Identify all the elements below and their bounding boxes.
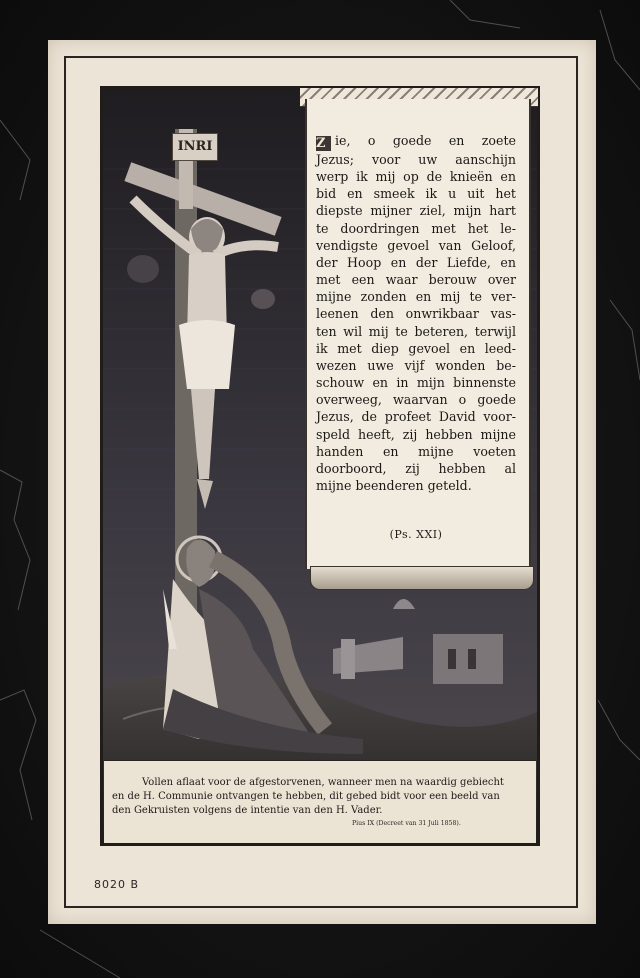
prayer-line: bid en smeek ik u uit het <box>316 186 516 202</box>
prayer-text <box>316 132 516 494</box>
indulgence-line: en de H. Communie ontvangen te hebben, dit gebed bidt voor een beeld van <box>112 791 500 803</box>
indulgence-line: Vollen aflaat voor de afgestorvenen, wanneer men na waardig gebiecht <box>142 777 504 788</box>
prayer-line: ik met diep gevoel en leed- <box>316 340 516 356</box>
scroll-bottom-roll <box>310 566 534 590</box>
psalm-citation: (Ps. XXI) <box>389 528 443 541</box>
prayer-line: werp ik mij op de knieën en <box>316 169 516 185</box>
indulgence-text <box>112 776 530 819</box>
prayer-line: vendigste gevoel van Geloof, <box>316 237 516 253</box>
prayer-line: diepste mijner ziel, mijn hart <box>316 203 516 219</box>
prayer-line: met een waar berouw over <box>316 272 516 288</box>
prayer-line: Jezus; voor uw aanschijn <box>316 152 516 167</box>
prayer-line: mijne zonden en mij te ver- <box>316 289 516 305</box>
prayer-line: speld heeft, zij hebben mijne <box>316 426 516 442</box>
prayer-initial: Z <box>316 136 331 151</box>
prayer-line: mijne beenderen geteld. <box>316 477 472 493</box>
prayer-line: leenen den onwrikbaar vas- <box>316 306 516 322</box>
prayer-line: ten wil mij te beteren, terwijl <box>316 323 516 339</box>
prayer-line: der Hoop en der Liefde, en <box>316 254 516 270</box>
print-code: 8020 B <box>94 878 140 891</box>
cross-titulus: INRI <box>172 133 218 161</box>
prayer-line: handen en mijne voeten <box>316 443 516 459</box>
prayer-line: Jezus, de profeet David voor- <box>316 409 516 425</box>
prayer-line-1: Z ie, o goede en zoete <box>316 133 516 151</box>
prayer-line: schouw en in mijn binnenste <box>316 375 516 391</box>
prayer-line: wezen uwe vijf wonden be- <box>316 357 516 373</box>
prayer-line: doorboord, zij hebben al <box>316 460 516 476</box>
indulgence-line: den Gekruisten volgens de intentie van den H. Vader. <box>112 805 383 817</box>
prayer-line: overweeg, waarvan o goede <box>316 392 516 408</box>
prayer-line: te doordringen met het le- <box>316 220 516 236</box>
papal-decree: Pius IX (Decreet van 31 Juli 1858). <box>352 820 461 827</box>
